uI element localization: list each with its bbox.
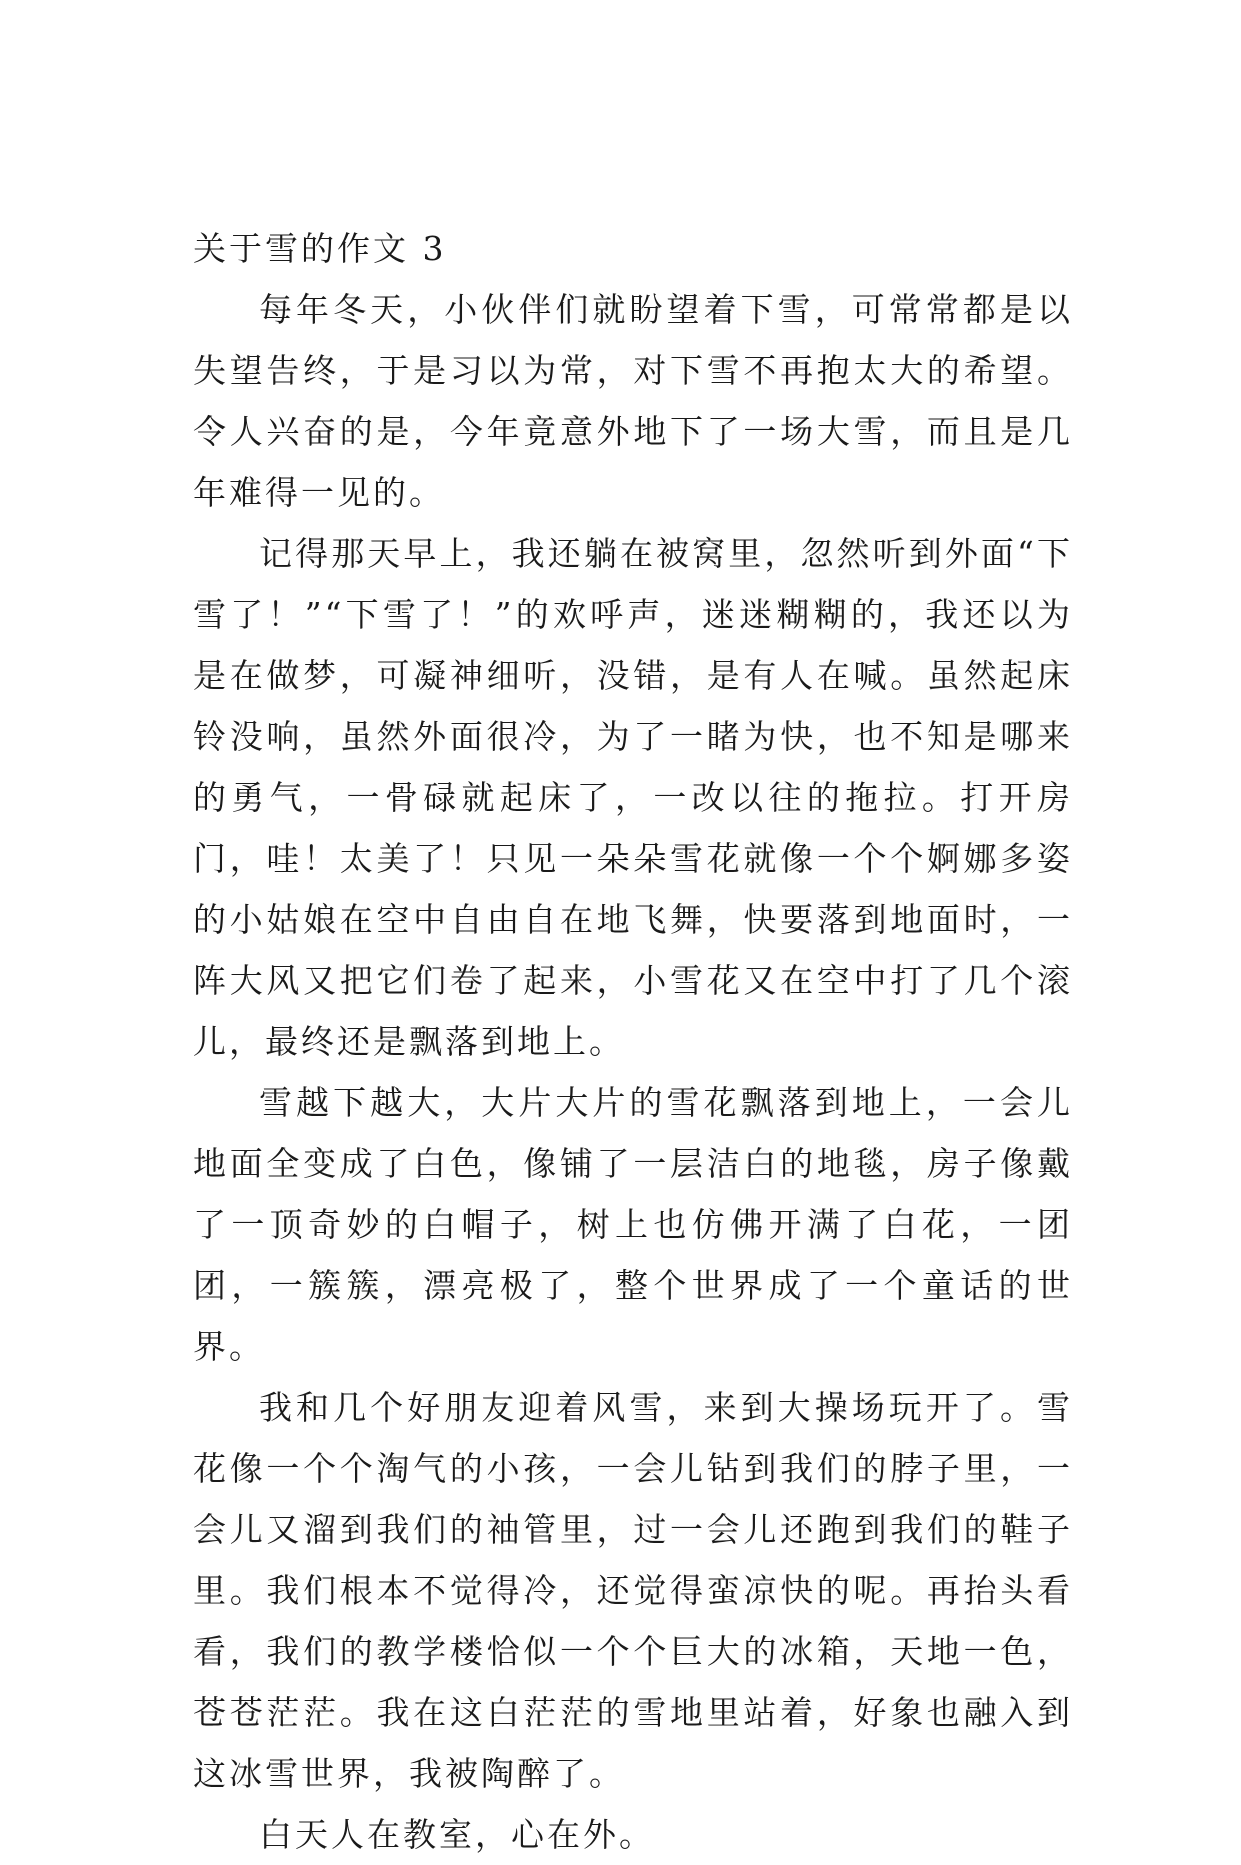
document-title: 关于雪的作文 3 [193,229,447,268]
paragraph-2: 记得那天早上，我还躺在被窝里，忽然听到外面“下雪了！”“下雪了！”的欢呼声，迷迷糊糊的，我还以为是在做梦，可凝神细听，没错，是有人在喊。虽然起床铃没响，虽然外面很冷，为了一睹为快，也不知是哪来的勇气，一骨碌就起床了，一改以往的拖拉。打开房门，哇！太美了！只见一朵朵雪花就像一个个婀娜多姿的小姑娘在空中自由自在地飞舞，快要落到地面时，一阵大风又把它们卷了起来，小雪花又在空中打了几个滚儿，最终还是飘落到地上。 [193,534,1073,1061]
paragraph-4: 我和几个好朋友迎着风雪，来到大操场玩开了。雪花像一个个淘气的小孩，一会儿钻到我们的脖子里，一会儿又溜到我们的袖管里，过一会儿还跑到我们的鞋子里。我们根本不觉得冷，还觉得蛮凉快的呢。再抬头看看，我们的教学楼恰似一个个巨大的冰箱，天地一色，苍苍茫茫。我在这白茫茫的雪地里站着，好象也融入到这冰雪世界，我被陶醉了。 [193,1388,1073,1793]
paragraph-3: 雪越下越大，大片大片的雪花飘落到地上，一会儿地面全变成了白色，像铺了一层洁白的地毯，房子像戴了一顶奇妙的白帽子，树上也仿佛开满了白花，一团团，一簇簇，漂亮极了，整个世界成了一个童话的世界。 [193,1083,1073,1366]
paragraph-5: 白天人在教室，心在外。 [259,1815,655,1854]
document-body [193,218,1073,1865]
paragraph-1: 每年冬天，小伙伴们就盼望着下雪，可常常都是以失望告终，于是习以为常，对下雪不再抱太大的希望。令人兴奋的是，今年竟意外地下了一场大雪，而且是几年难得一见的。 [193,290,1073,512]
